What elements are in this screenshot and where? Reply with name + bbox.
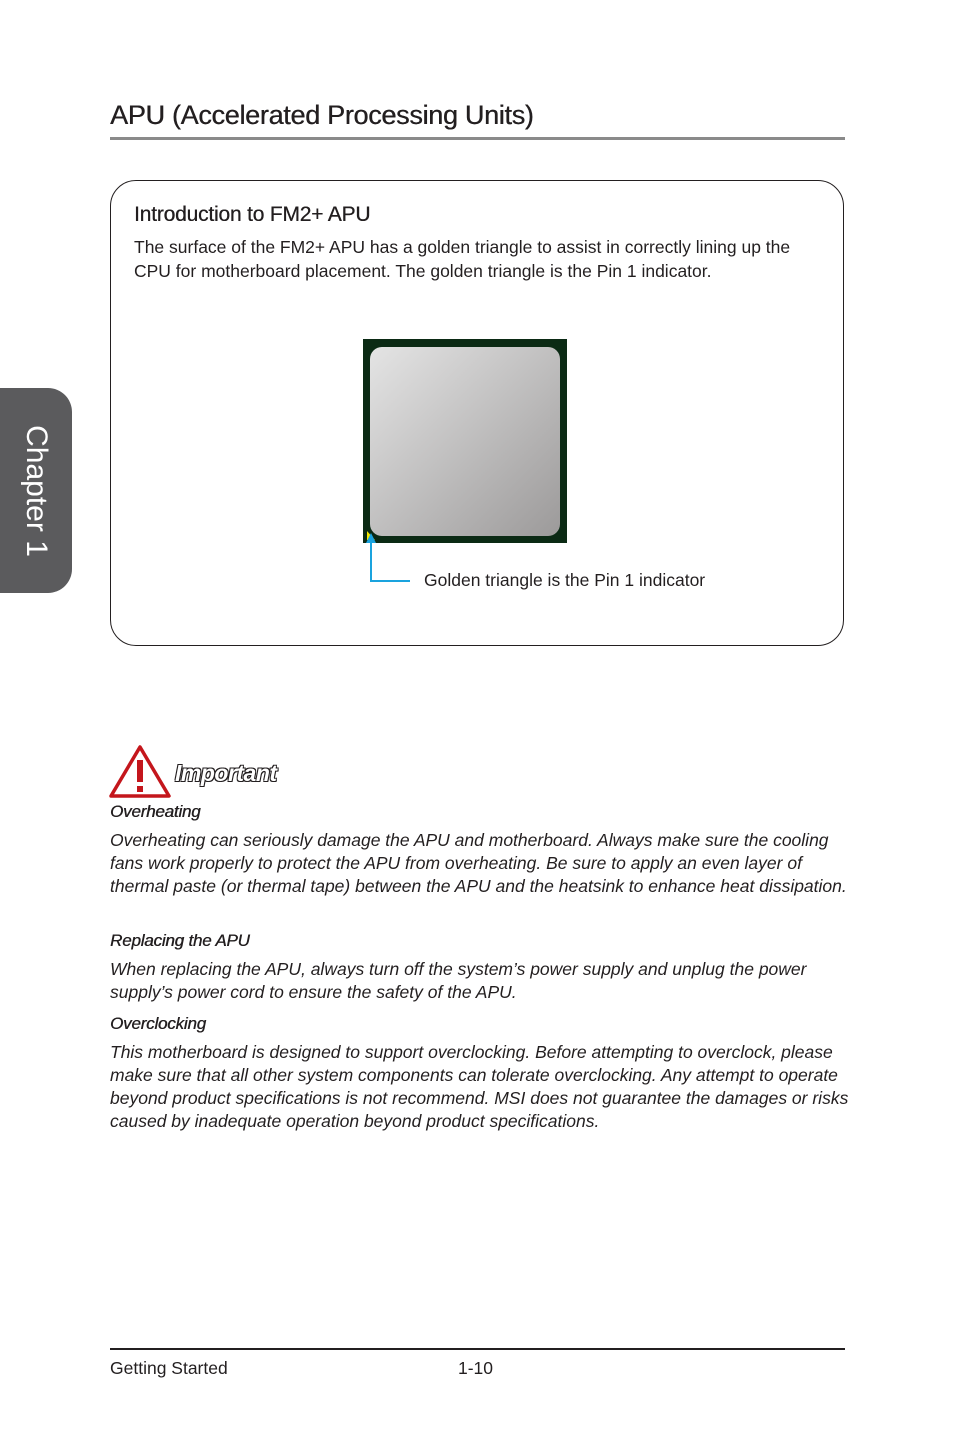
chapter-tab bbox=[0, 388, 72, 593]
title-rule bbox=[110, 137, 845, 140]
footer-section: Getting Started bbox=[110, 1358, 228, 1378]
replacing-apu-heading: Replacing the APU bbox=[110, 931, 250, 950]
footer-page-number: 1-10 bbox=[458, 1358, 494, 1378]
overheating-text: Overheating can seriously damage the APU and motherboard. Always make sure the cooling fans work properly to protect the APU from overheating. Be sure to apply an even layer of thermal paste (or thermal tape) between the APU and the heatsink to enhance heat dissipation. bbox=[110, 830, 847, 896]
footer-rule bbox=[110, 1348, 845, 1350]
pin1-callout-text: Golden triangle is the Pin 1 indicator bbox=[424, 570, 706, 590]
apu-diagram bbox=[360, 338, 570, 588]
apu-heat-spreader bbox=[370, 347, 560, 536]
overheating-heading: Overheating bbox=[110, 802, 201, 821]
chapter-tab-label: Chapter 1 bbox=[20, 424, 53, 557]
page-title: APU (Accelerated Processing Units) bbox=[110, 100, 534, 130]
intro-heading: Introduction to FM2+ APU bbox=[134, 203, 371, 226]
intro-body: The surface of the FM2+ APU has a golden triangle to assist in correctly lining up the CPU for motherboard placement. The golden triangle is the Pin 1 indicator. bbox=[134, 237, 791, 281]
important-label: Important bbox=[175, 760, 277, 786]
warning-triangle-icon bbox=[108, 744, 172, 800]
replacing-apu-text: When replacing the APU, always turn off the system’s power supply and unplug the power supply’s power cord to ensure the safety of the APU. bbox=[110, 959, 807, 1002]
overclocking-heading: Overclocking bbox=[110, 1014, 206, 1033]
callout-line bbox=[371, 541, 410, 581]
overclocking-text: This motherboard is designed to support overclocking. Before attempting to overclock, please make sure that all other system components can tolerate overclocking. Any attempt to operate beyond product specifications is not recommend. MSI does not guarantee the damages or risks caused by inadequate operation beyond product specifications. bbox=[110, 1042, 849, 1131]
